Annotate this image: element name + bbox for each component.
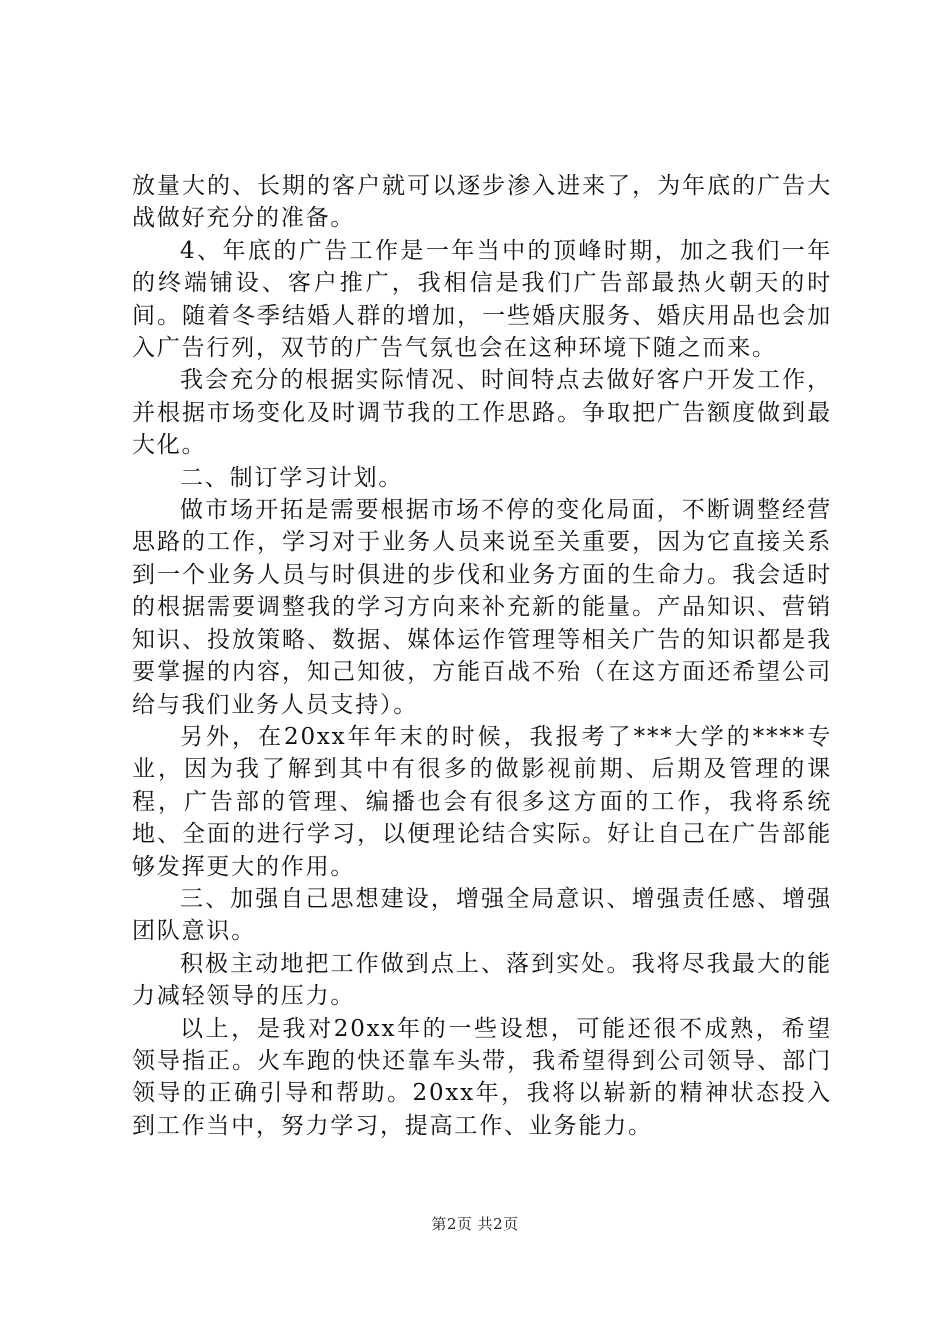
paragraph-study-enrollment: 另外，在20xx年年末的时候，我报考了***大学的****专业，因为我了解到其中有很多的做影视前期、后期及管理的课程，广告部的管理、编播也会有很多这方面的工作，我将系统地、全面的进行学习，以便理论结合实际。好让自己在广告部能够发挥更大的作用。 (132, 723, 832, 880)
page-footer (0, 1213, 950, 1234)
paragraph-study-importance: 做市场开拓是需要根据市场不停的变化局面，不断调整经营思路的工作，学习对于业务人员来说至关重要，因为它直接关系到一个业务人员与时俱进的步伐和业务方面的生命力。我会适时的根据需要调整我的学习方向来补充新的能量。产品知识、营销知识、投放策略、数据、媒体运作管理等相关广告的知识都是我要掌握的内容，知己知彼，方能百战不殆（在这方面还希望公司给与我们业务人员支持）。 (132, 497, 832, 718)
document-body (132, 170, 832, 1142)
paragraph-client-development: 我会充分的根据实际情况、时间特点去做好客户开发工作，并根据市场变化及时调节我的工作思路。争取把广告额度做到最大化。 (132, 367, 832, 459)
paragraph-conclusion: 以上，是我对20xx年的一些设想，可能还很不成熟，希望领导指正。火车跑的快还靠车头带，我希望得到公司领导、部门领导的正确引导和帮助。20xx年，我将以崭新的精神状态投入到工作当中，努力学习，提高工作、业务能力。 (132, 1015, 832, 1139)
paragraph-point-4: 4、年底的广告工作是一年当中的顶峰时期，加之我们一年的终端铺设、客户推广，我相信是我们广告部最热火朝天的时间。随着冬季结婚人群的增加，一些婚庆服务、婚庆用品也会加入广告行列，双节的广告气氛也会在这种环境下随之而来。 (132, 237, 832, 362)
section-heading-ideology: 三、加强自己思想建设，增强全局意识、增强责任感、增强团队意识。 (132, 885, 832, 945)
page-number-label: 第2页 共2页 (431, 1215, 519, 1233)
paragraph-continuation: 放量大的、长期的客户就可以逐步渗入进来了，为年底的广告大战做好充分的准备。 (132, 173, 832, 232)
section-heading-study-plan: 二、制订学习计划。 (180, 464, 404, 491)
paragraph-initiative: 积极主动地把工作做到点上、落到实处。我将尽我最大的能力减轻领导的压力。 (132, 950, 832, 1010)
